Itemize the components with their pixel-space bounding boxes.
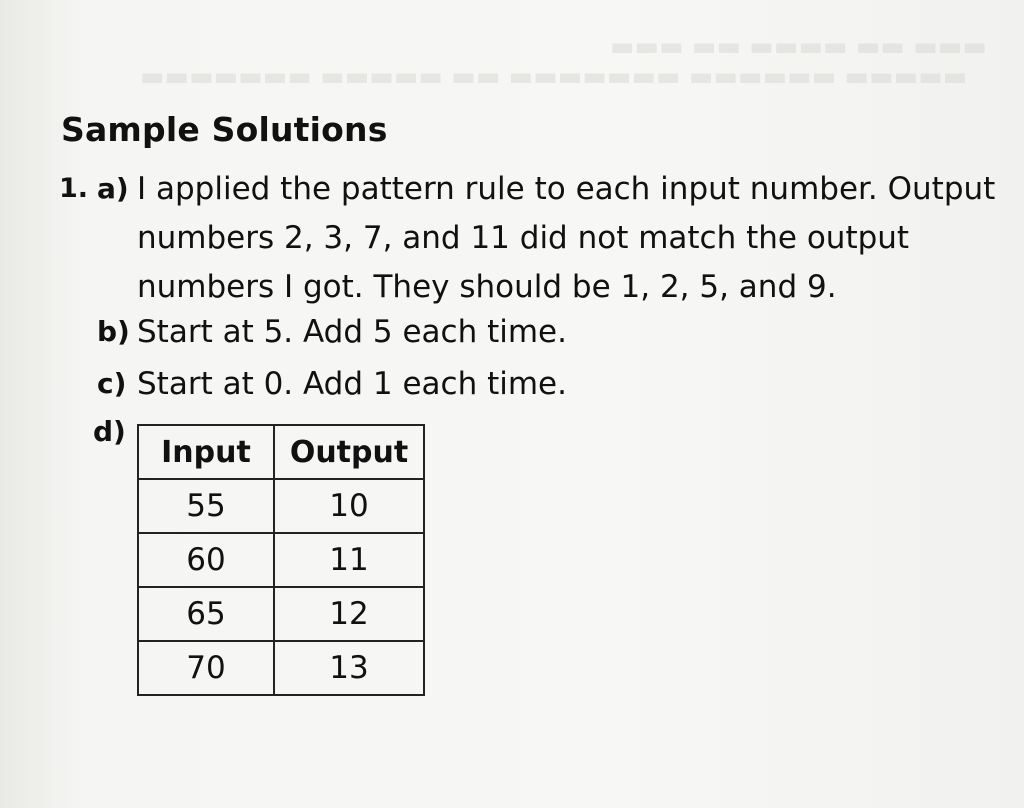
input-cell: 65 (138, 587, 274, 641)
table-row (138, 587, 424, 641)
part-c-label: c) (97, 367, 127, 400)
bleed-through-decoration: ▬▬▬ ▬▬ ▬▬▬▬ ▬▬ ▬▬▬ (610, 32, 987, 62)
part-a-line-3: numbers I got. They should be 1, 2, 5, and 9. (137, 269, 837, 305)
part-a-label: a) (97, 172, 129, 205)
table-row (138, 479, 424, 533)
table-row (138, 641, 424, 695)
part-a-line-2: numbers 2, 3, 7, and 11 did not match the output (137, 220, 910, 256)
output-cell: 10 (274, 479, 424, 533)
bleed-through-decoration: ▬▬▬▬▬ ▬▬▬▬▬▬ ▬▬▬▬▬▬▬ ▬▬ ▬▬▬▬▬ ▬▬▬▬▬▬▬ (140, 62, 968, 92)
output-cell: 12 (274, 587, 424, 641)
input-cell: 70 (138, 641, 274, 695)
page-title: Sample Solutions (61, 110, 388, 149)
output-cell: 13 (274, 641, 424, 695)
output-cell: 11 (274, 533, 424, 587)
table-header-row (138, 425, 424, 479)
part-c-text: Start at 0. Add 1 each time. (137, 366, 567, 402)
input-column-header: Input (138, 425, 274, 479)
output-column-header: Output (274, 425, 424, 479)
part-b-text: Start at 5. Add 5 each time. (137, 314, 567, 350)
table-row (138, 533, 424, 587)
part-b-label: b) (97, 315, 130, 348)
input-output-table (137, 424, 425, 696)
input-cell: 60 (138, 533, 274, 587)
part-a-line-1: I applied the pattern rule to each input number. Output (137, 171, 996, 207)
question-number: 1. (59, 173, 89, 204)
input-cell: 55 (138, 479, 274, 533)
part-d-label: d) (93, 415, 126, 448)
